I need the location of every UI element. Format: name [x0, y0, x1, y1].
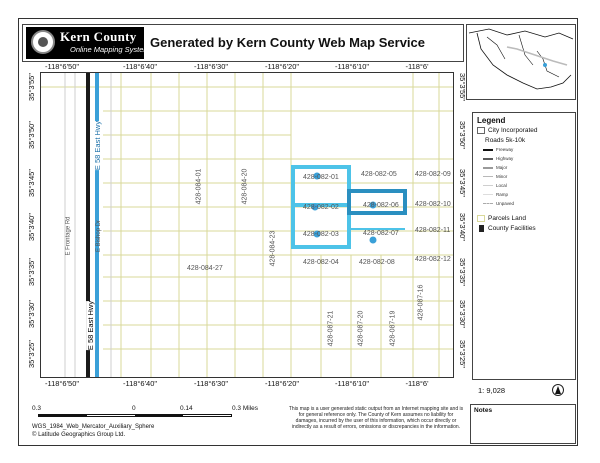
coord-top-3: -118°6'30": [193, 62, 229, 71]
county-logo: [26, 27, 150, 59]
coord-top-6: -118°6': [405, 62, 429, 71]
road-label-highway-main: E 58 East Hwy: [86, 300, 96, 351]
legend-road-unpaved: Unpaved: [483, 201, 514, 206]
parcel-label-10: 428-082-10: [415, 201, 451, 208]
parcel-label-084-01: 428-084-01: [195, 168, 203, 205]
coord-bottom-3: -118°6'30": [193, 379, 229, 388]
coord-right-4: 35°3'40": [458, 213, 467, 241]
coord-left-1: 35°3'55": [27, 73, 36, 101]
scale-label-mid: 0.14: [180, 405, 193, 412]
coord-top-5: -118°6'10": [334, 62, 370, 71]
legend-road-minor: Minor: [483, 174, 507, 179]
road-label-highway-alt: E 58 East Hwy: [93, 120, 103, 171]
parcel-label-087-20: 428-087-20: [357, 310, 365, 347]
logo-title: Kern County: [60, 29, 137, 44]
parcel-label-12: 428-082-12: [415, 256, 451, 263]
notes-label: Notes: [474, 407, 493, 414]
coord-bottom-4: -118°6'20": [264, 379, 300, 388]
coord-left-3: 35°3'45": [27, 169, 36, 197]
coord-right-2: 35°3'50": [458, 121, 467, 149]
parcel-label-087-19: 428-087-19: [389, 310, 397, 347]
coord-bottom-2: -118°6'40": [122, 379, 158, 388]
projection-label: WGS_1984_Web_Mercator_Auxiliary_Sphere: [32, 424, 155, 430]
parcel-label-03: 428-082-03: [303, 231, 339, 238]
legend-title: Legend: [477, 116, 506, 125]
parcel-label-04: 428-082-04: [303, 259, 339, 266]
parcel-label-01: 428-082-01: [303, 174, 339, 181]
parcel-label-05: 428-082-05: [361, 171, 397, 178]
legend-road-highway: Highway: [483, 156, 513, 161]
scale-label-left: 0.3: [32, 405, 42, 412]
parcel-label-084-27: 428-084-27: [187, 265, 223, 272]
legend-road-freeway: Freeway: [483, 147, 513, 152]
parcel-label-084-23: 428-084-23: [269, 230, 277, 267]
notes-box: [470, 404, 576, 444]
coord-bottom-1: -118°6'50": [44, 379, 80, 388]
county-seal-icon: [31, 30, 55, 54]
road-label-local-2: E Bishop Dr: [96, 219, 103, 253]
parcel-label-09: 428-082-09: [415, 171, 451, 178]
disclaimer-text: This map is a user generated static output from an Internet mapping site and is for general reference only. The County of Kern assumes no liability for damages, incurred by the user of this information, which occur directly or indirectly as a result of errors, omissions or discrepancies in the information.: [288, 406, 464, 430]
map-canvas[interactable]: [40, 72, 454, 378]
scale-ratio: 1: 9,028: [478, 386, 506, 395]
parcel-label-084-20: 428-084-20: [241, 168, 249, 205]
logo-subtitle: Online Mapping System: [70, 45, 150, 54]
parcel-label-08: 428-082-08: [359, 259, 395, 266]
scale-label-zero: 0: [132, 405, 136, 412]
coord-left-6: 35°3'30": [27, 300, 36, 328]
parcel-label-06: 428-082-06: [363, 202, 399, 209]
legend-city: City Incorporated: [477, 127, 538, 134]
coord-left-5: 35°3'35": [27, 258, 36, 286]
overview-map: [466, 24, 576, 100]
legend-road-major: Major: [483, 165, 507, 170]
legend-panel: [472, 112, 576, 380]
coord-left-7: 35°3'25": [27, 340, 36, 368]
coord-left-4: 35°3'40": [27, 213, 36, 241]
coord-left-2: 35°3'50": [27, 121, 36, 149]
parcel-label-087-21: 428-087-21: [327, 310, 335, 347]
coord-right-6: 35°3'30": [458, 300, 467, 328]
legend-parcels: Parcels Land: [477, 215, 526, 222]
coord-right-1: 35°3'55": [458, 73, 467, 101]
legend-roads-heading: Roads 5k-10k: [485, 137, 526, 144]
county-facility-icon: [479, 225, 484, 232]
coord-top-1: -118°6'50": [44, 62, 80, 71]
coord-top-4: -118°6'20": [264, 62, 300, 71]
parcel-label-02: 428-082-02: [303, 204, 339, 211]
parcel-label-087-16: 428-087-16: [417, 284, 425, 321]
legend-road-local: Local: [483, 183, 507, 188]
coord-top-2: -118°6'40": [122, 62, 158, 71]
scale-bar: [38, 414, 232, 417]
scale-label-right: 0.3 Miles: [232, 405, 259, 412]
parcel-label-07: 428-082-07: [363, 230, 399, 237]
copyright-label: © Latitude Geographics Group Ltd.: [32, 432, 126, 438]
coord-bottom-6: -118°6': [405, 379, 429, 388]
page-title: Generated by Kern County Web Map Service: [150, 35, 425, 50]
parcel-label-11: 428-082-11: [415, 227, 451, 234]
coord-right-5: 35°3'35": [458, 258, 467, 286]
coord-right-3: 35°3'45": [458, 169, 467, 197]
legend-facilities: County Facilities: [477, 225, 536, 232]
north-arrow-icon: [552, 384, 564, 396]
legend-road-ramp: Ramp: [483, 192, 508, 197]
coord-right-7: 35°3'25": [458, 340, 467, 368]
coord-bottom-5: -118°6'10": [334, 379, 370, 388]
road-label-local-1: E Frontage Rd: [65, 216, 72, 256]
